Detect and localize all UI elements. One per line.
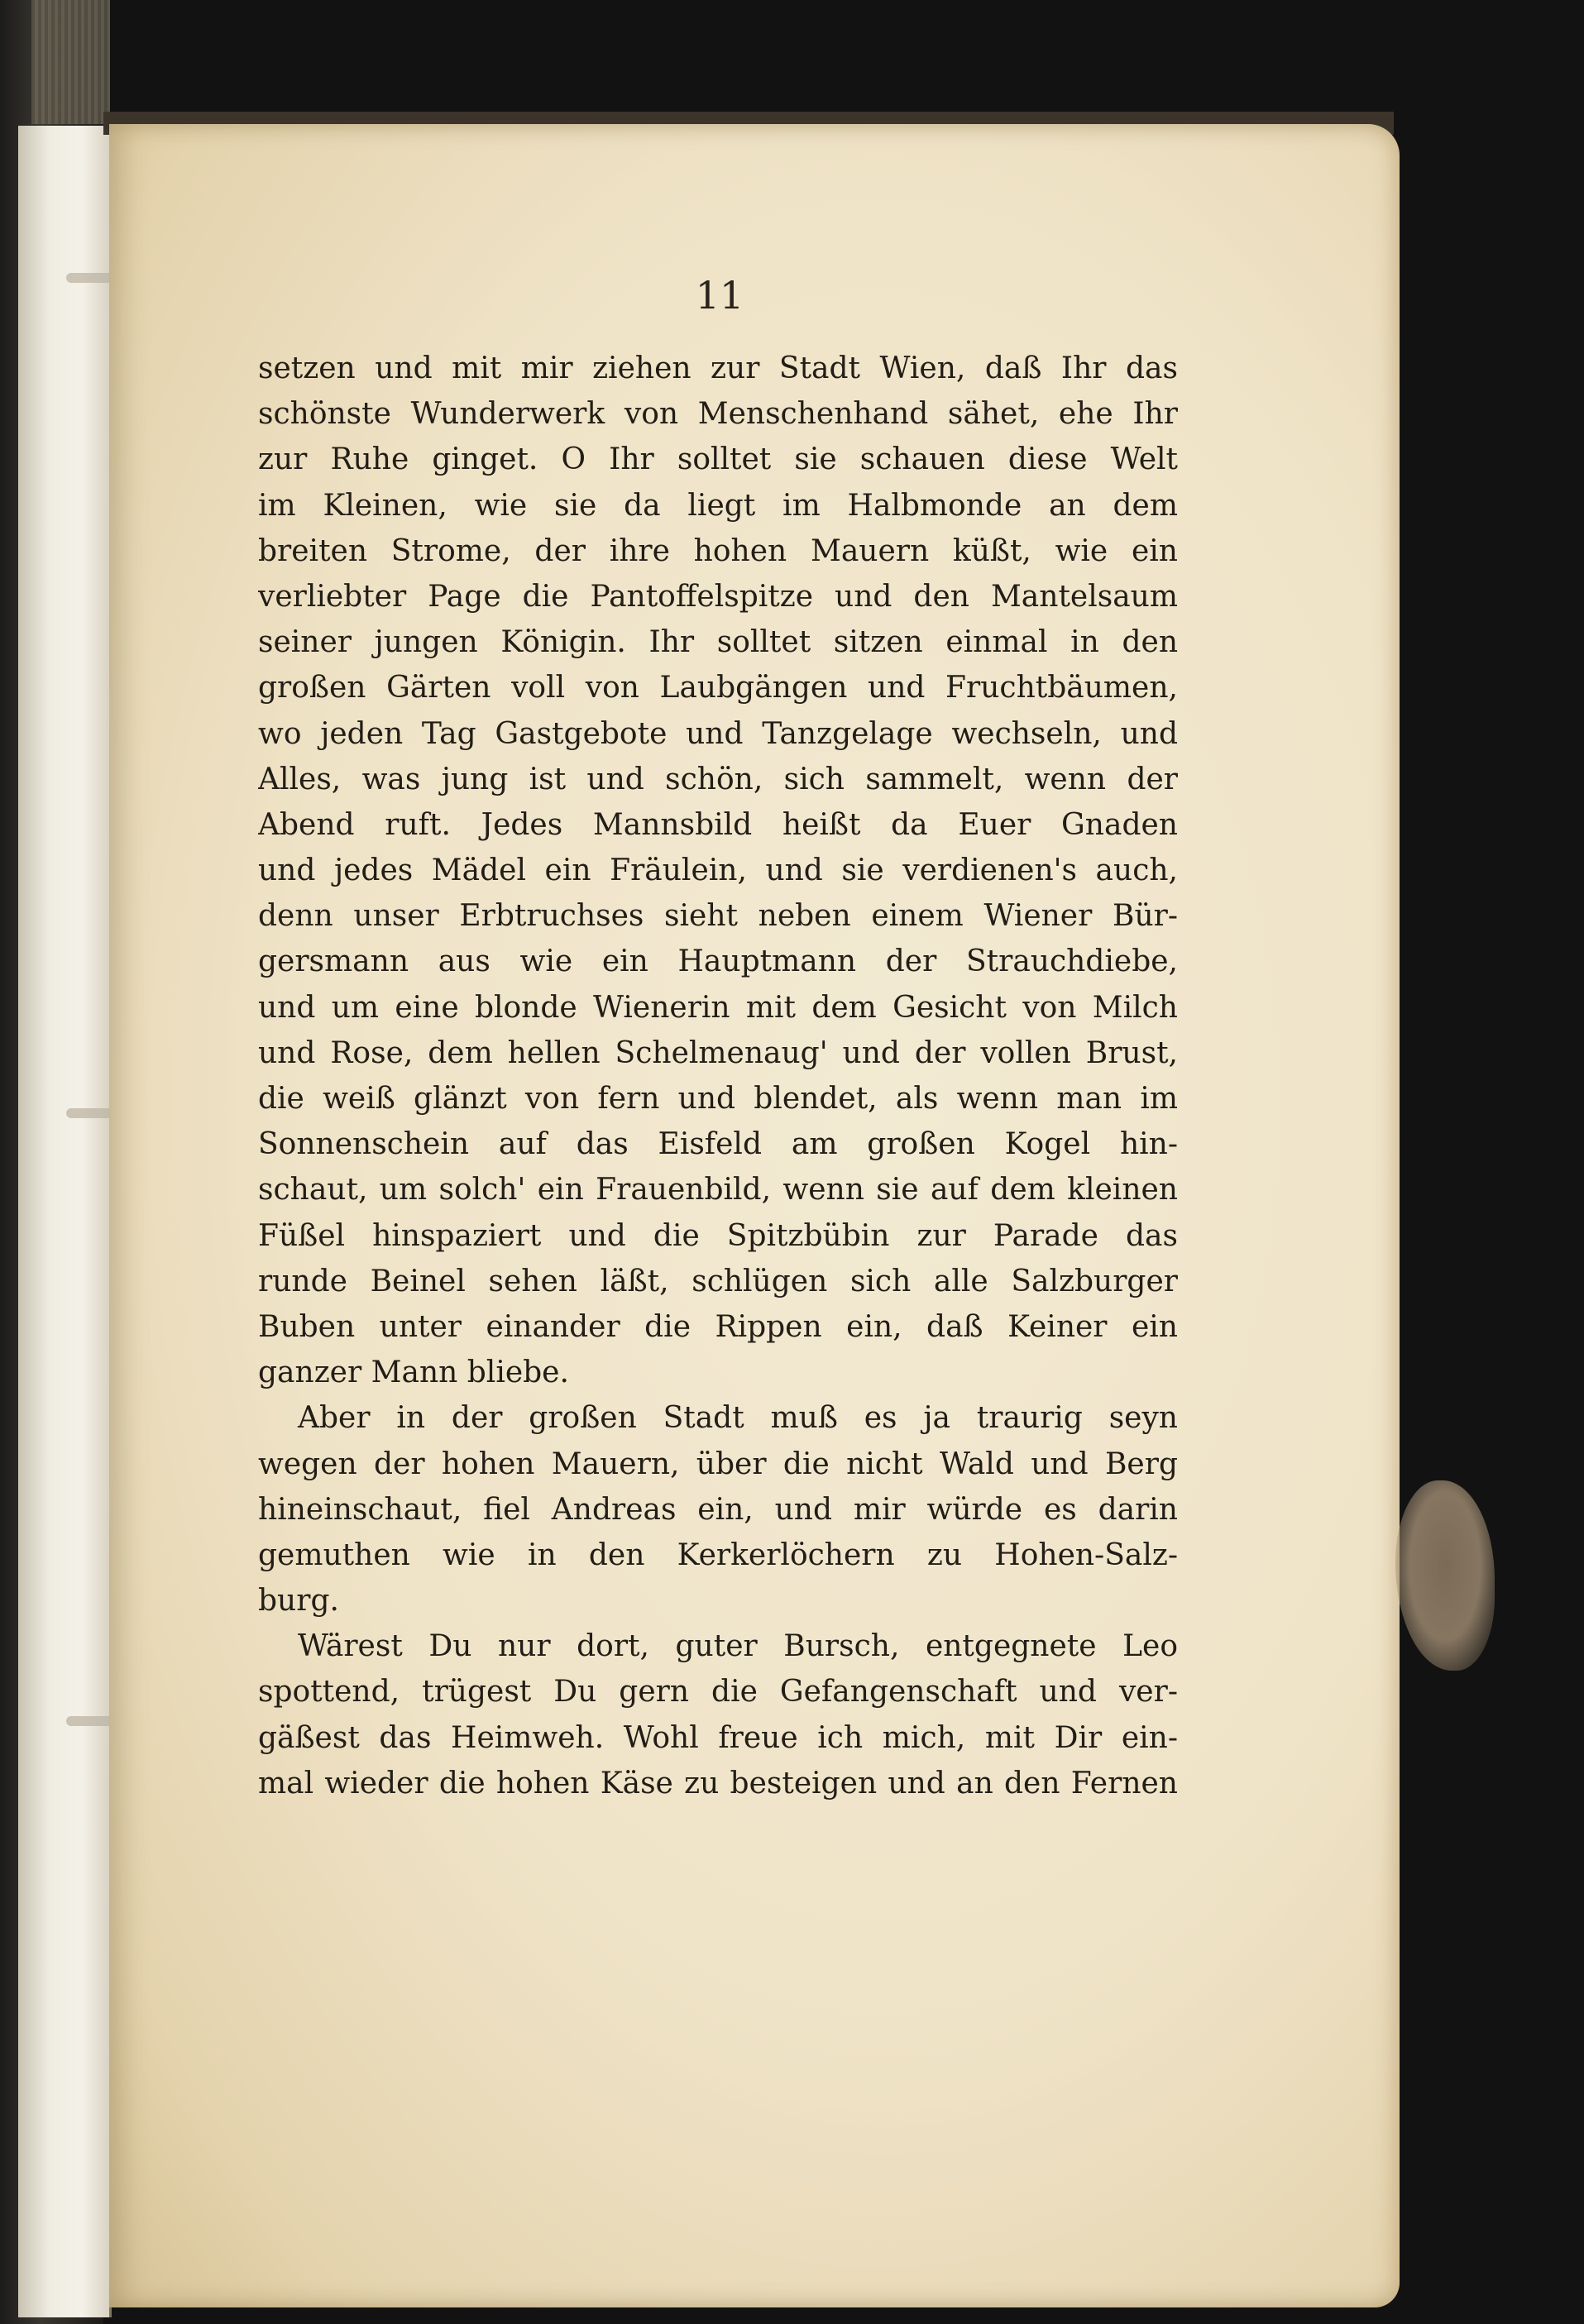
text-line: breiten Strome, der ihre hohen Mauern küßt, wie ein — [258, 533, 1178, 568]
text-line: setzen und mit mir ziehen zur Stadt Wien, daß Ihr das — [258, 351, 1178, 385]
text-line: denn unser Erbtruchses sieht neben einem Wiener Bür- — [258, 899, 1178, 934]
text-line: Abend ruft. Jedes Mannsbild heißt da Euer Gnaden — [258, 807, 1178, 842]
text-line: Füßel hinspaziert und die Spitzbübin zur Parade das — [258, 1218, 1178, 1253]
spine-cloth — [31, 0, 110, 124]
text-line: und Rose, dem hellen Schelmenaug' und der vollen Brust, — [258, 1035, 1178, 1070]
text-line: die weiß glänzt von fern und blendet, als wenn man im — [258, 1082, 1178, 1116]
text-line: Alles, was jung ist und schön, sich sammelt, wenn der — [258, 762, 1178, 796]
text-line: großen Gärten voll von Laubgängen und Fruchtbäumen, — [258, 671, 1178, 705]
text-line: und um eine blonde Wienerin mit dem Gesicht von Milch — [258, 990, 1178, 1025]
text-line: seiner jungen Königin. Ihr solltet sitzen einmal in den — [258, 625, 1178, 660]
page-stain — [1395, 1480, 1495, 1671]
text-line: hineinschaut, fiel Andreas ein, und mir würde es darin — [258, 1492, 1178, 1527]
page-number: 11 — [695, 273, 744, 318]
text-line: Buben unter einander die Rippen ein, daß Keiner ein — [258, 1309, 1178, 1344]
text-line: gemuthen wie in den Kerkerlöchern zu Hohen-Salz- — [258, 1537, 1178, 1572]
text-line: gäßest das Heimweh. Wohl freue ich mich, mit Dir ein- — [258, 1720, 1178, 1755]
text-line: und jedes Mädel ein Fräulein, und sie verdienen's auch, — [258, 854, 1178, 888]
text-line: zur Ruhe ginget. O Ihr solltet sie schauen diese Welt — [258, 442, 1178, 477]
text-line: gersmann aus wie ein Hauptmann der Strauchdiebe, — [258, 944, 1178, 979]
text-line: burg. — [258, 1584, 339, 1619]
text-line: ganzer Mann bliebe. — [258, 1356, 569, 1390]
text-line: verliebter Page die Pantoffelspitze und den Mantelsaum — [258, 579, 1178, 614]
text-line: wegen der hohen Mauern, über die nicht Wald und Berg — [258, 1447, 1178, 1481]
endpaper — [18, 126, 112, 2317]
text-line: Aber in der großen Stadt muß es ja traurig seyn — [298, 1401, 1178, 1436]
text-line: Wärest Du nur dort, guter Bursch, entgegnete Leo — [298, 1629, 1178, 1664]
text-line: Sonnenschein auf das Eisfeld am großen Kogel hin- — [258, 1127, 1178, 1162]
text-line: wo jeden Tag Gastgebote und Tanzgelage wechseln, und — [258, 716, 1178, 751]
text-line: schönste Wunderwerk von Menschenhand sähet, ehe Ihr — [258, 397, 1178, 432]
text-line: runde Beinel sehen läßt, schlügen sich alle Salzburger — [258, 1264, 1178, 1298]
text-line: mal wieder die hohen Käse zu besteigen und an den Fernen — [258, 1766, 1178, 1800]
body-text — [258, 346, 1178, 1806]
text-line: schaut, um solch' ein Frauenbild, wenn sie auf dem kleinen — [258, 1173, 1178, 1207]
text-line: spottend, trügest Du gern die Gefangenschaft und ver- — [258, 1675, 1178, 1710]
text-line: im Kleinen, wie sie da liegt im Halbmonde an dem — [258, 488, 1178, 523]
